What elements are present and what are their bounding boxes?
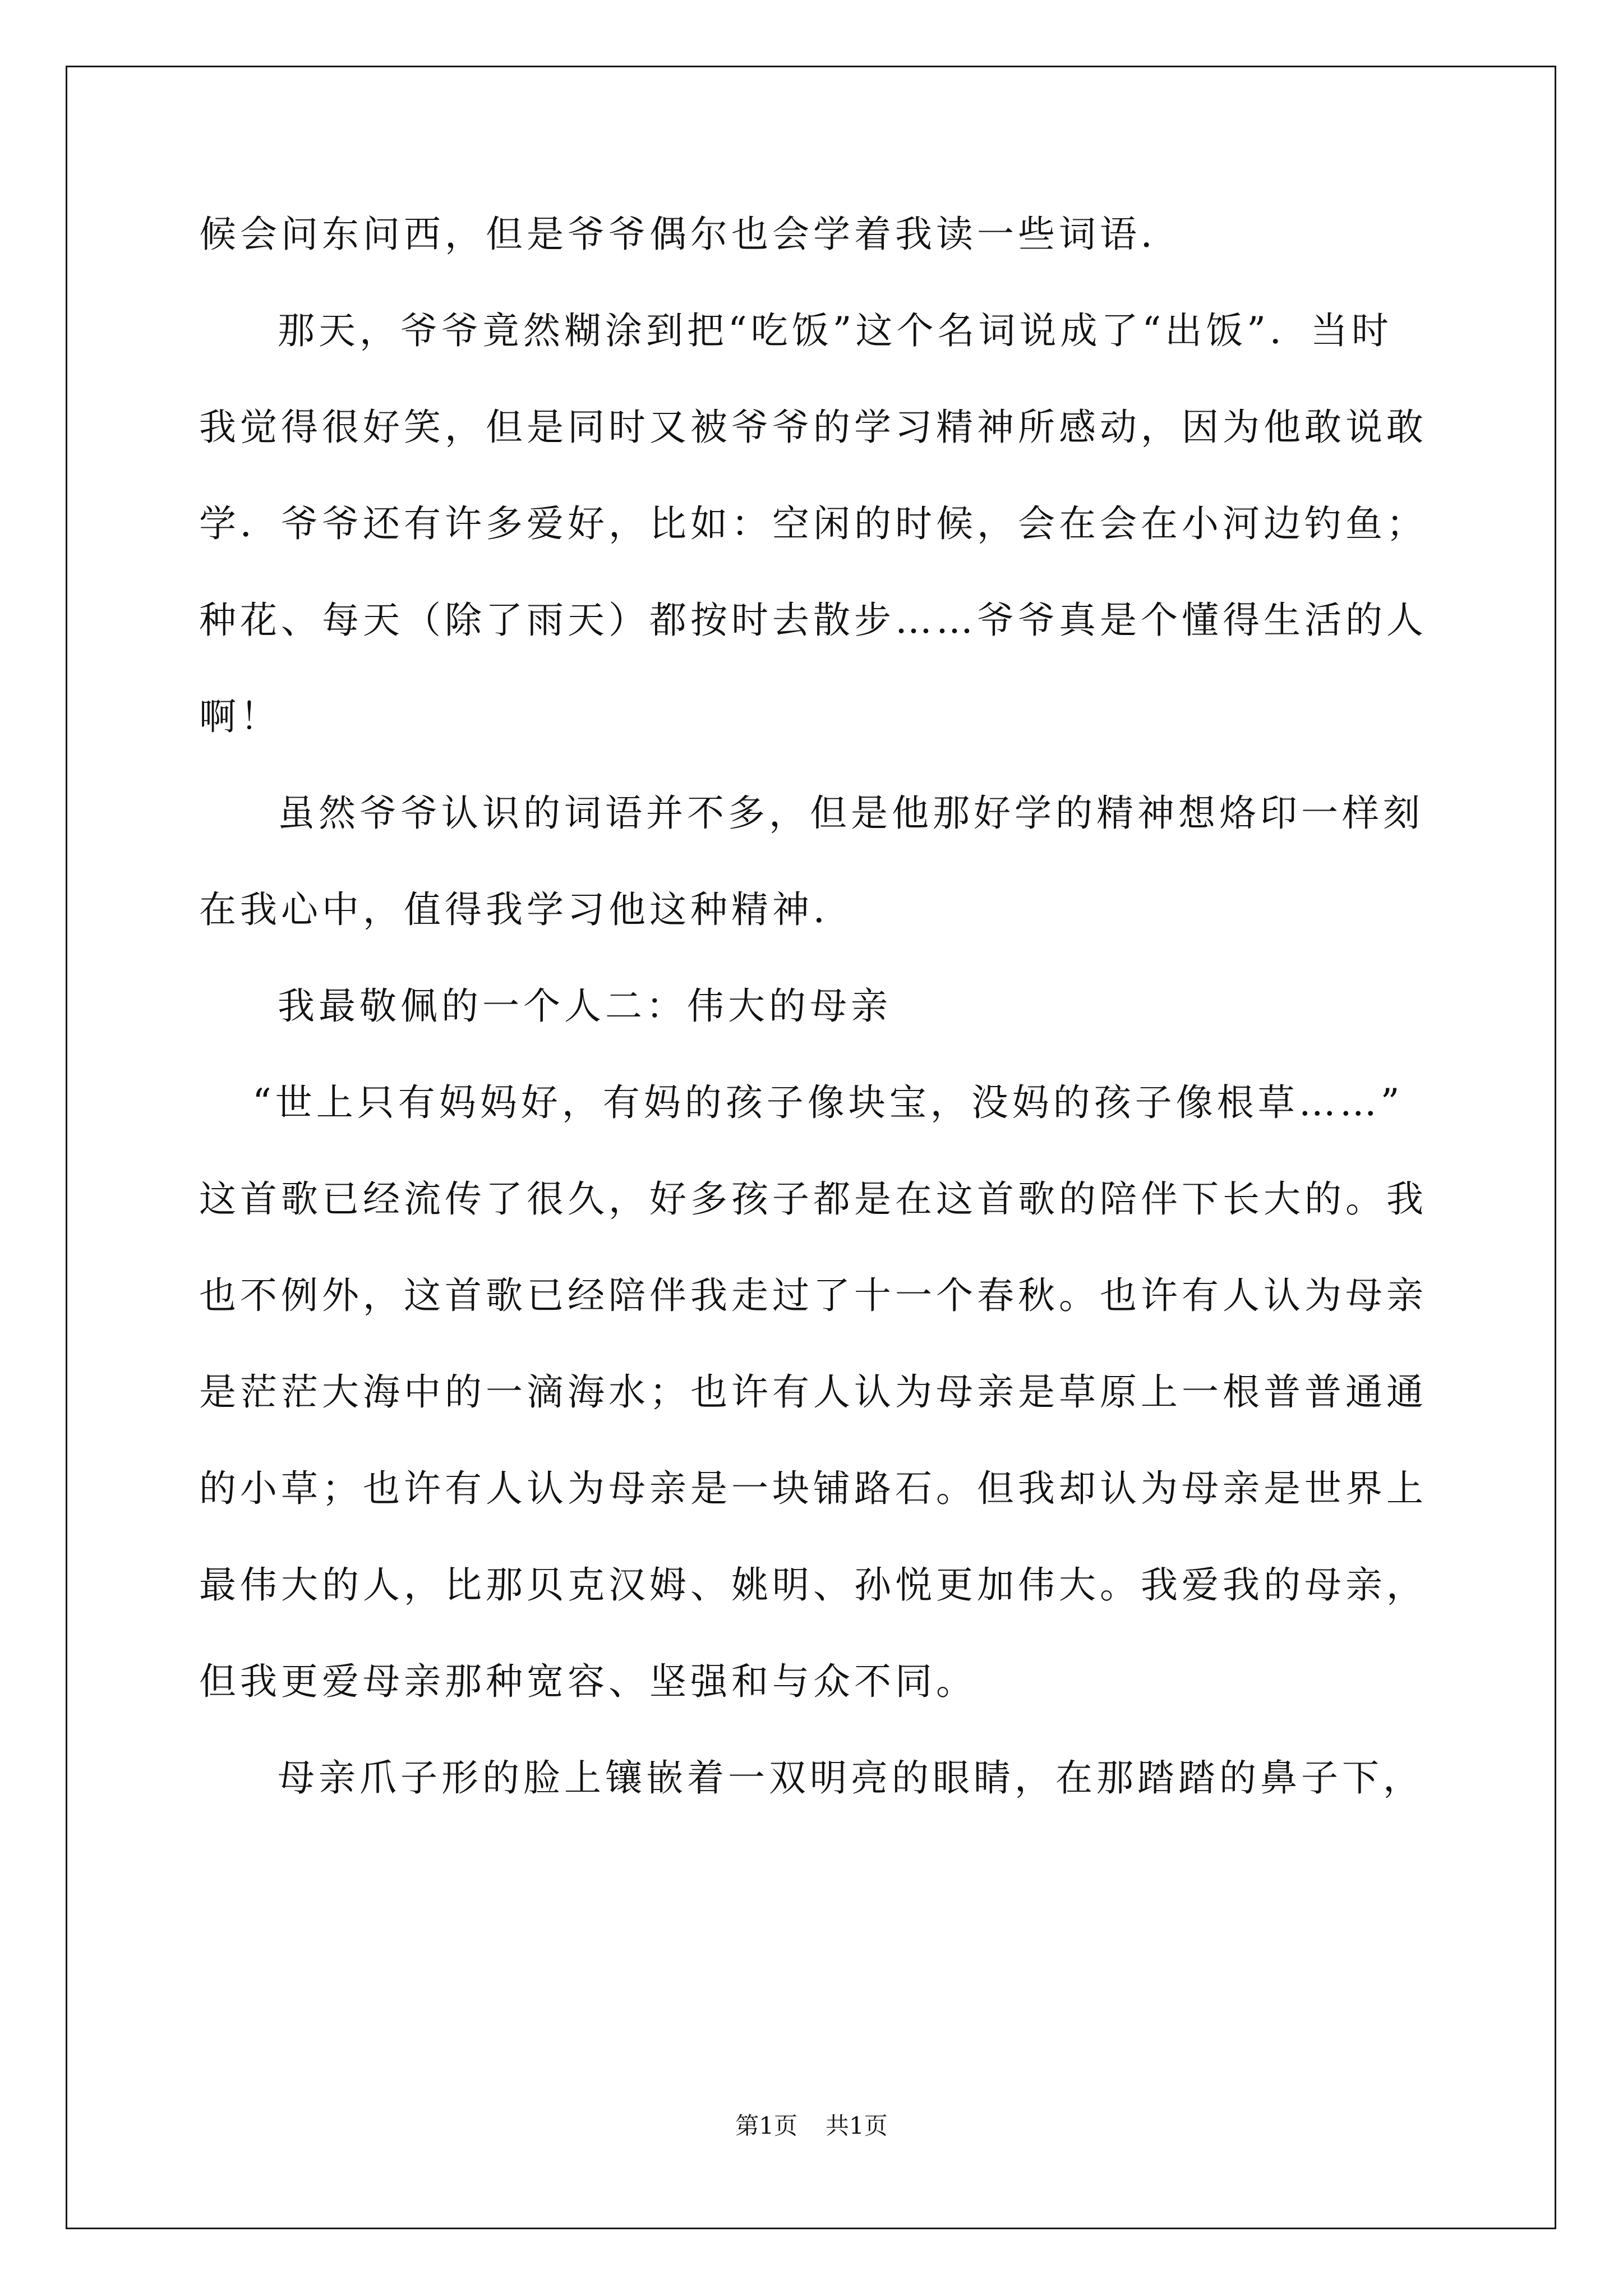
text-line-13: 是茫茫大海中的一滴海水；也许有人认为母亲是草原上一根普普通通 — [199, 1370, 1427, 1414]
text-line-10: “世上只有妈妈好，有妈的孩子像块宝，没妈的孩子像根草……” — [252, 1081, 1404, 1124]
text-line-4: 学．爷爷还有许多爱好，比如：空闲的时候，会在会在小河边钓鱼； — [199, 502, 1427, 545]
text-line-12: 也不例外，这首歌已经陪伴我走过了十一个春秋。也许有人认为母亲 — [199, 1274, 1427, 1317]
text-line-7: 虽然爷爷认识的词语并不多，但是他那好学的精神想烙印一样刻 — [278, 792, 1424, 835]
page-footer — [0, 2108, 1623, 2141]
text-line-14: 的小草；也许有人认为母亲是一块铺路石。但我却认为母亲是世界上 — [199, 1467, 1427, 1510]
text-line-3: 我觉得很好笑，但是同时又被爷爷的学习精神所感动，因为他敢说敢 — [199, 406, 1427, 449]
text-line-6: 啊！ — [199, 695, 281, 738]
page-number-total: 共1页 — [826, 2112, 888, 2139]
section-heading: 我最敬佩的一个人二：伟大的母亲 — [278, 984, 892, 1028]
text-line-1: 候会问东问西，但是爷爷偶尔也会学着我读一些词语． — [199, 213, 1182, 256]
text-line-8: 在我心中，值得我学习他这种精神． — [199, 888, 854, 931]
page-number-current: 第1页 — [735, 2112, 797, 2139]
text-line-17: 母亲爪子形的脸上镶嵌着一双明亮的眼睛，在那踏踏的鼻子下， — [278, 1756, 1424, 1800]
text-line-2: 那天，爷爷竟然糊涂到把“吃饭”这个名词说成了“出饭”．当时 — [278, 309, 1393, 352]
text-line-11: 这首歌已经流传了很久，好多孩子都是在这首歌的陪伴下长大的。我 — [199, 1177, 1427, 1221]
text-line-15: 最伟大的人，比那贝克汉姆、姚明、孙悦更加伟大。我爱我的母亲， — [199, 1563, 1427, 1607]
document-body — [199, 213, 1438, 1856]
text-line-16: 但我更爱母亲那种宽容、坚强和与众不同。 — [199, 1660, 977, 1703]
text-line-5: 种花、每天（除了雨天）都按时去散步……爷爷真是个懂得生活的人 — [199, 599, 1427, 642]
